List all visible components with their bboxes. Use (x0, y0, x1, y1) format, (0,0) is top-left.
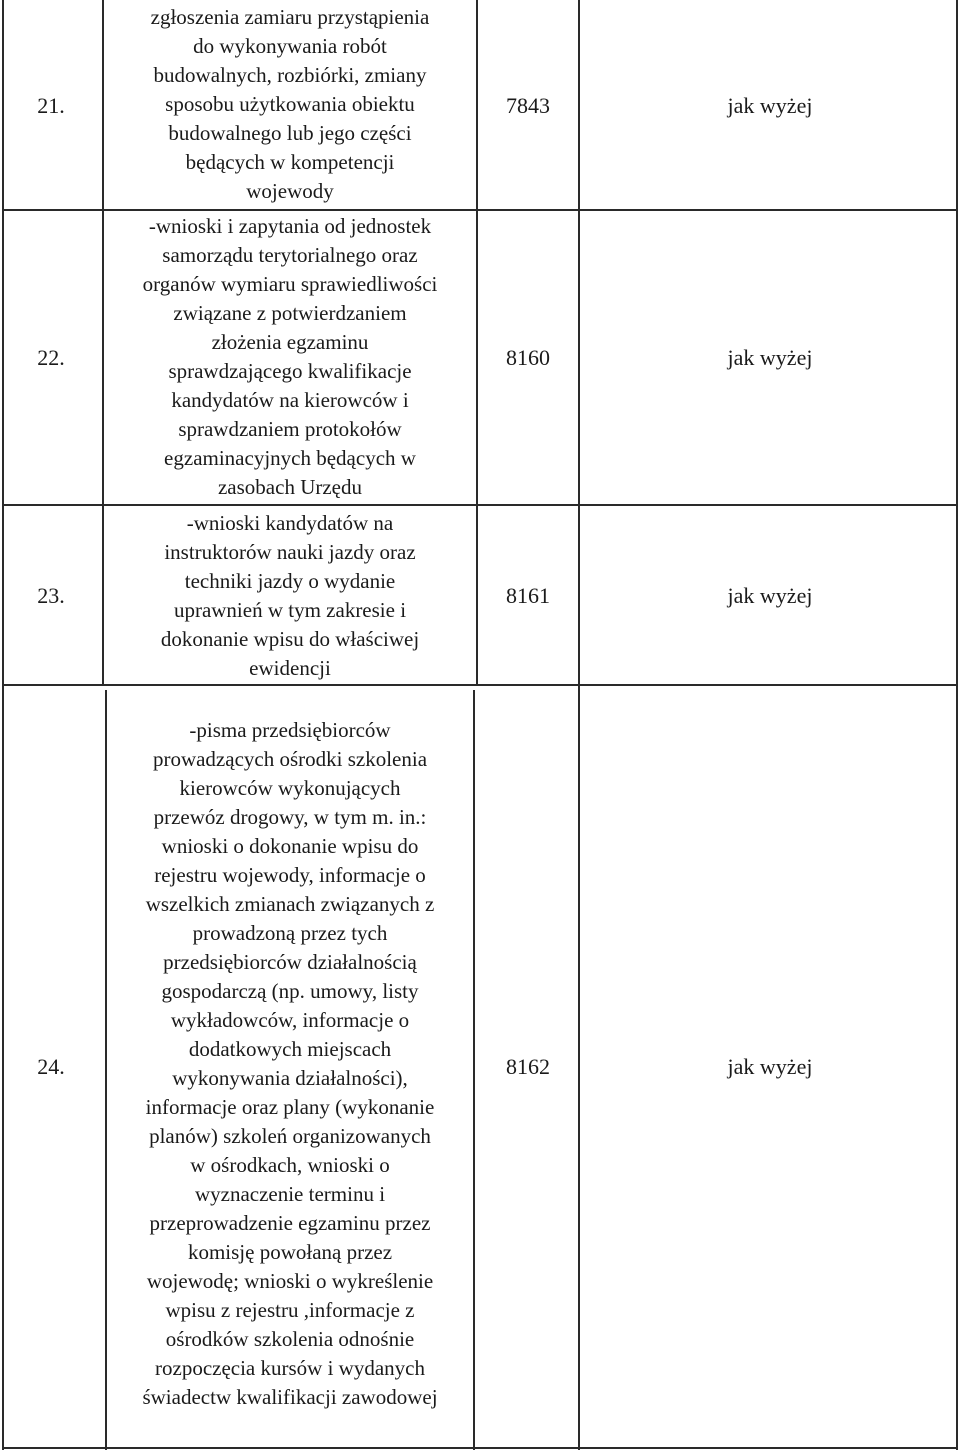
column-divider-3 (578, 0, 580, 1450)
row-number: 22. (37, 345, 65, 370)
row-code: 8161 (506, 583, 550, 608)
row-description: -pisma przedsiębiorców prowadzących ośrodki szkolenia kierowców wykonujących przewóz drogowy, w tym m. in.: wnioski o dokonanie wpisu do rejestru wojewody, informacje o wszelkich zmianach związanych z prowadzoną przez tych przedsiębiorców działalnością gospodarczą (np. umowy, listy wykładowców, informacje o dodatkowych miejscach wykonywania działalności), informacje oraz plany (wykonanie planów) szkoleń organizowanych w ośrodkach, wnioski o wyznaczenie terminu i przeprowadzenie egzaminu przez komisję powołaną przez wojewodę; wnioski o wykreślenie wpisu z rejestru ,informacje z ośrodków szkolenia odnośnie rozpoczęcia kursów i wydanych świadectw kwalifikacji zawodowej (142, 718, 438, 1409)
row-number: 23. (37, 583, 65, 608)
row-description: zgłoszenia zamiaru przystąpienia do wykonywania robót budowalnych, rozbiórki, zmiany sposobu użytkowania obiektu budowalnego lub jego części będących w kompetencji wojewody (150, 5, 430, 203)
row-description: -wnioski kandydatów na instruktorów nauki jazdy oraz techniki jazdy o wydanie uprawnień w tym zakresie i dokonanie wpisu do właściwej ewidencji (160, 511, 420, 680)
row-number: 21. (37, 93, 65, 118)
table-border-left (2, 0, 4, 1450)
column-divider-2-lower (473, 690, 475, 1450)
row-note: jak wyżej (727, 93, 813, 118)
table-border-bottom (2, 1447, 958, 1449)
row-divider-22-23 (2, 504, 958, 506)
row-code: 8160 (506, 345, 550, 370)
row-description: -wnioski i zapytania od jednostek samorządu terytorialnego oraz organów wymiaru sprawiedliwości związane z potwierdzaniem złożenia egzaminu sprawdzającego kwalifikacje kandydatów na kierowców i sprawdzaniem protokołów egzaminacyjnych będących w zasobach Urzędu (142, 214, 438, 499)
row-code: 8162 (506, 1054, 550, 1079)
row-code: 7843 (506, 93, 550, 118)
row-number: 24. (37, 1054, 65, 1079)
row-divider-21-22 (2, 209, 958, 211)
table-border-right (956, 0, 958, 1450)
row-note: jak wyżej (727, 345, 813, 370)
row-divider-23-24 (2, 684, 958, 686)
row-note: jak wyżej (727, 1054, 813, 1079)
row-note: jak wyżej (727, 583, 813, 608)
column-divider-1-lower (105, 690, 107, 1450)
